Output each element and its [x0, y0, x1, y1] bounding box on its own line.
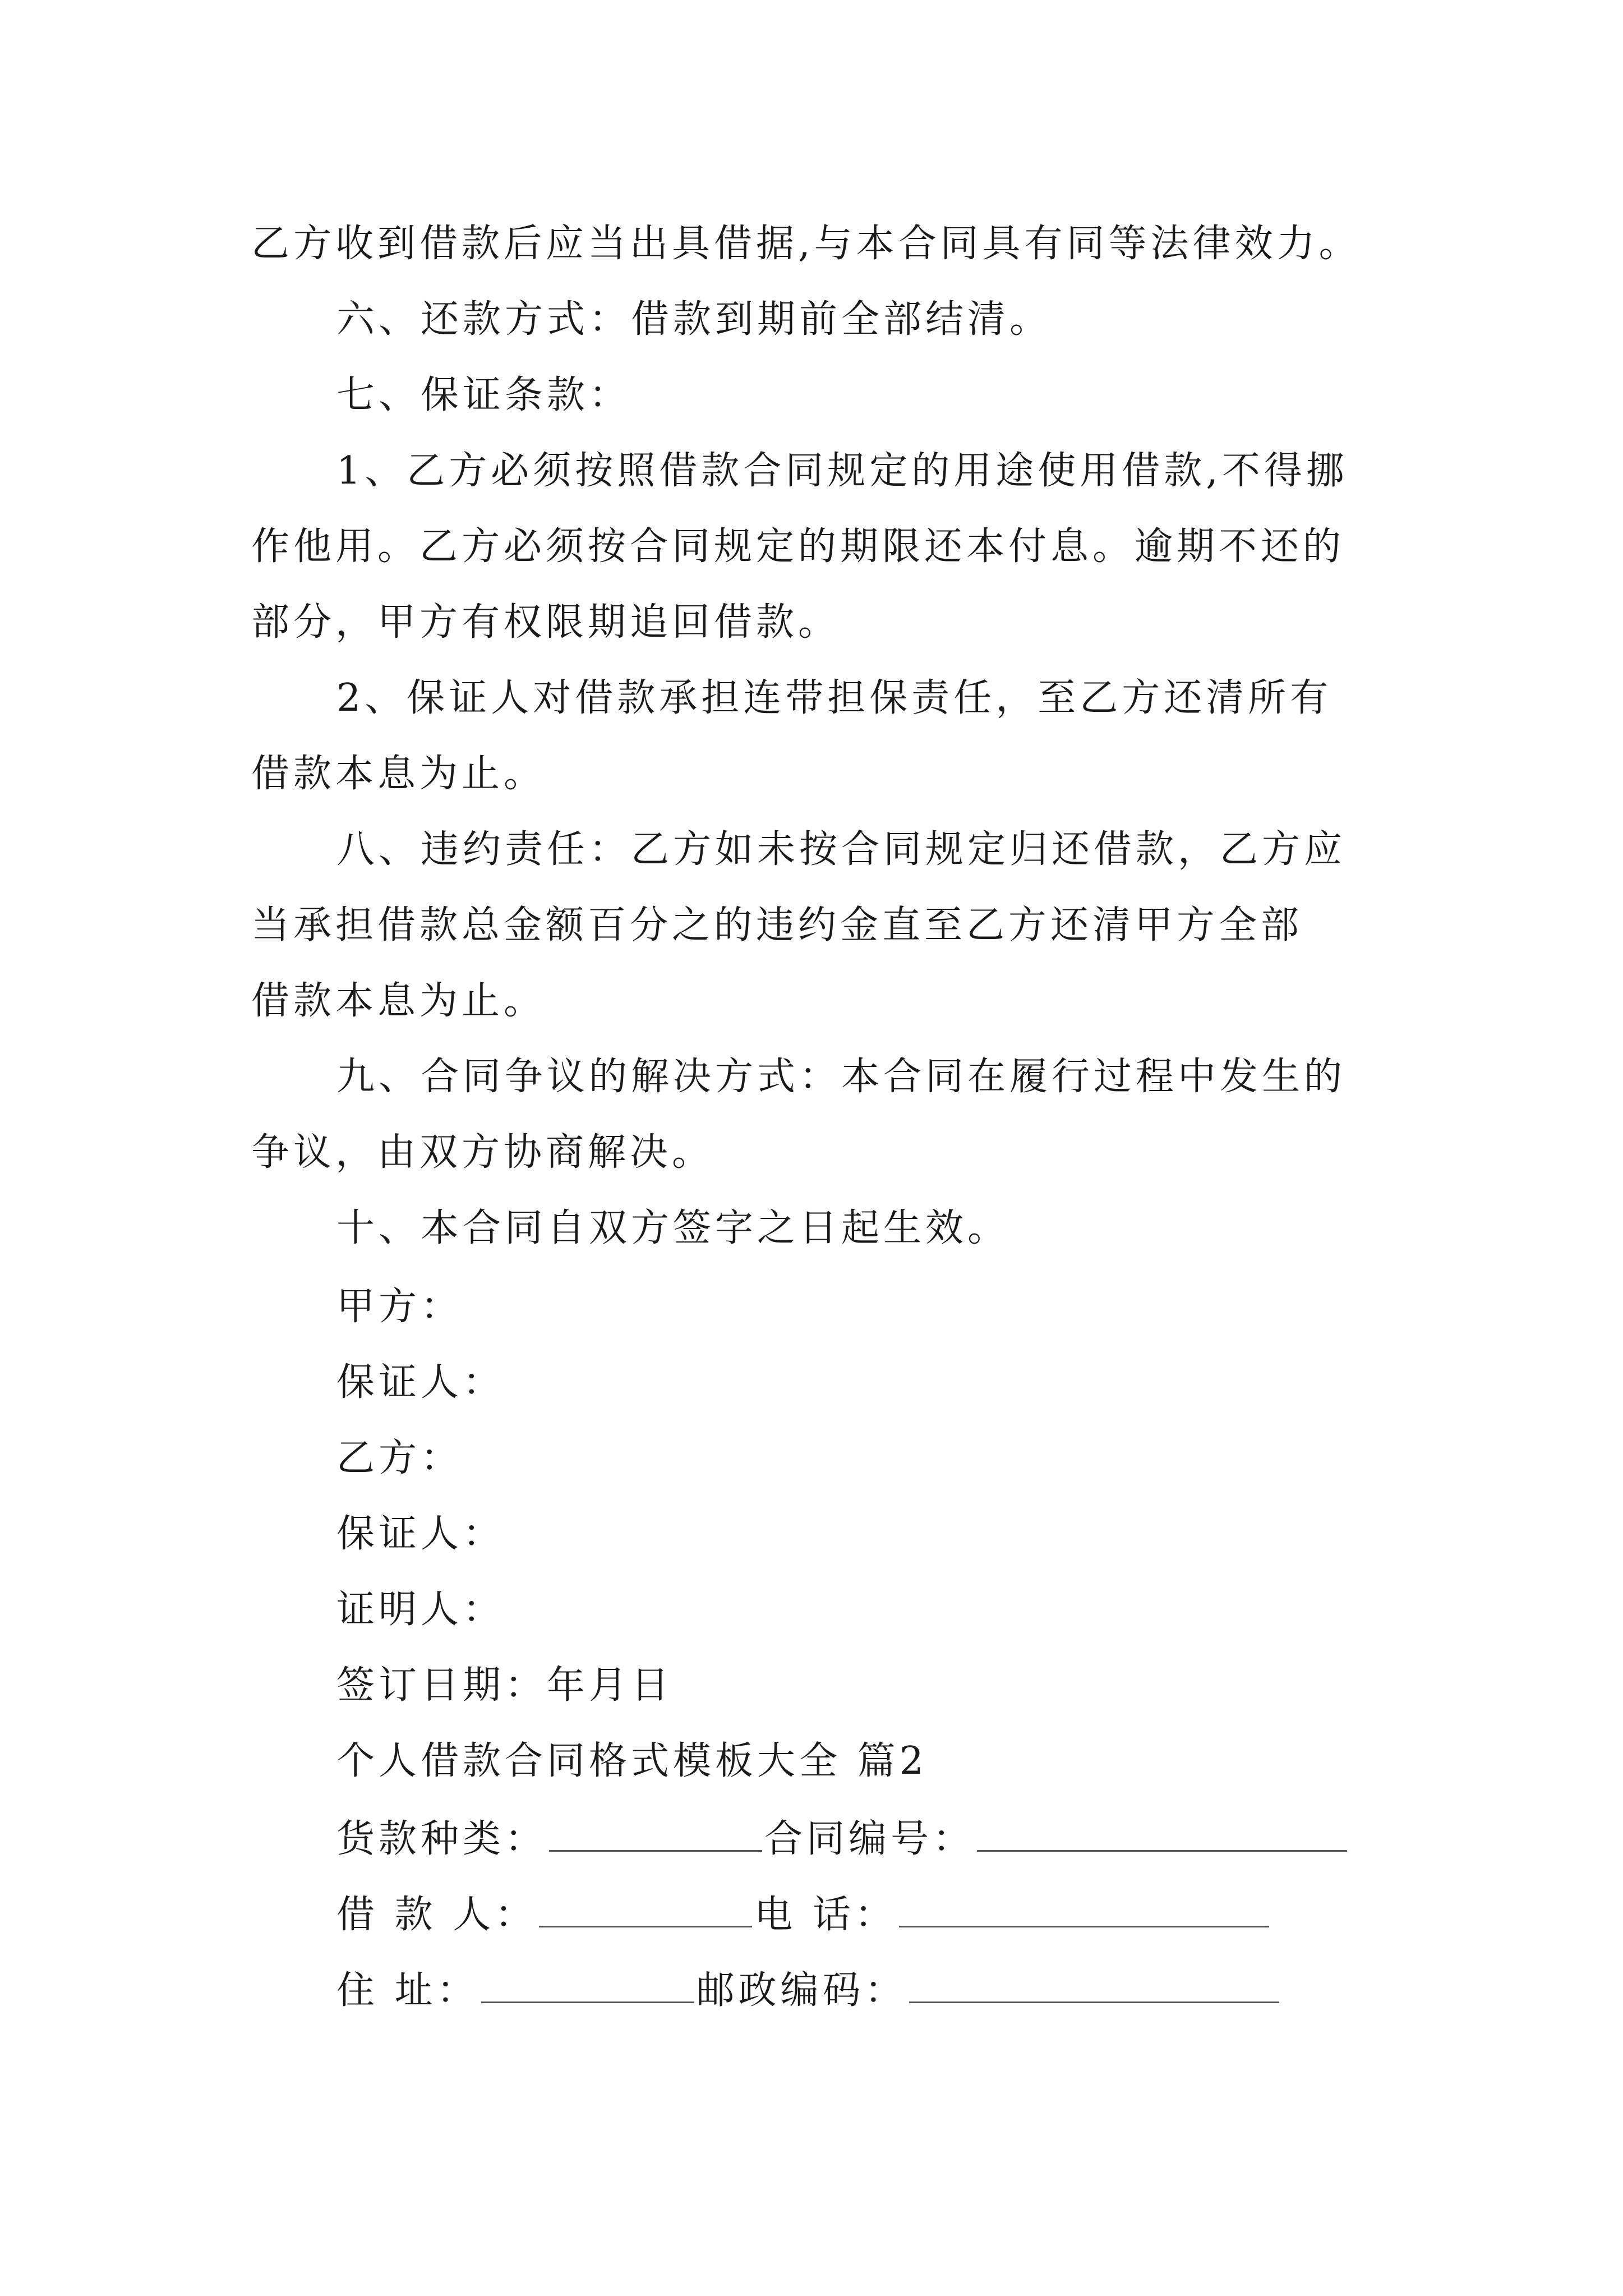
borrower-label: 借 款 人： [336, 1893, 537, 1937]
postcode-label: 邮政编码： [696, 1968, 907, 2013]
clause-seven-item-1-line-1: 1、乙方必须按照借款合同规定的用途使用借款,不得挪 [336, 449, 1348, 493]
loan-type-label: 货款种类： [336, 1817, 547, 1861]
address-blank [481, 1963, 694, 2003]
sign-date: 签订日期：年月日 [336, 1663, 674, 1708]
clause-eight-line-1: 八、违约责任：乙方如未按合同规定归还借款，乙方应 [336, 827, 1347, 872]
section-2-title: 个人借款合同格式模板大全 篇2 [336, 1739, 928, 1783]
phone-blank [899, 1888, 1269, 1927]
clause-seven-item-2-line-2: 借款本息为止。 [251, 752, 546, 796]
address-row [336, 1963, 1281, 2014]
clause-eight-line-2: 当承担借款总金额百分之的违约金直至乙方还清甲方全部 [251, 903, 1303, 947]
borrower-blank [539, 1888, 752, 1927]
loan-type-row [336, 1812, 1349, 1862]
paragraph-continuation: 乙方收到借款后应当出具借据,与本合同具有同等法律效力。 [251, 222, 1361, 266]
clause-seven-item-1-line-3: 部分，甲方有权限期追回借款。 [251, 600, 841, 645]
borrower-row [336, 1888, 1271, 1938]
clause-eight-line-3: 借款本息为止。 [251, 979, 546, 1023]
signature-party-b: 乙方： [336, 1436, 463, 1480]
signature-party-a: 甲方： [336, 1285, 463, 1329]
signature-witness: 证明人： [336, 1588, 505, 1632]
clause-nine-line-1: 九、合同争议的解决方式：本合同在履行过程中发生的 [336, 1055, 1347, 1099]
signature-guarantor-2: 保证人： [336, 1512, 505, 1556]
clause-nine-line-2: 争议，由双方协商解决。 [251, 1130, 714, 1175]
signature-guarantor-1: 保证人： [336, 1360, 505, 1405]
clause-ten: 十、本合同自双方签字之日起生效。 [336, 1206, 1010, 1250]
clause-six-repayment: 六、还款方式：借款到期前全部结清。 [336, 297, 1052, 342]
contract-no-label: 合同编号： [764, 1817, 975, 1861]
phone-label: 电 话： [754, 1893, 897, 1937]
clause-seven-item-2-line-1: 2、保证人对借款承担连带担保责任，至乙方还清所有 [336, 676, 1332, 720]
address-label: 住 址： [336, 1968, 479, 2013]
clause-seven-item-1-line-2: 作他用。乙方必须按合同规定的期限还本付息。逾期不还的 [251, 524, 1345, 569]
clause-seven-heading: 七、保证条款： [336, 373, 631, 417]
postcode-blank [909, 1963, 1279, 2003]
contract-no-blank [977, 1812, 1347, 1852]
loan-type-blank [549, 1812, 762, 1852]
